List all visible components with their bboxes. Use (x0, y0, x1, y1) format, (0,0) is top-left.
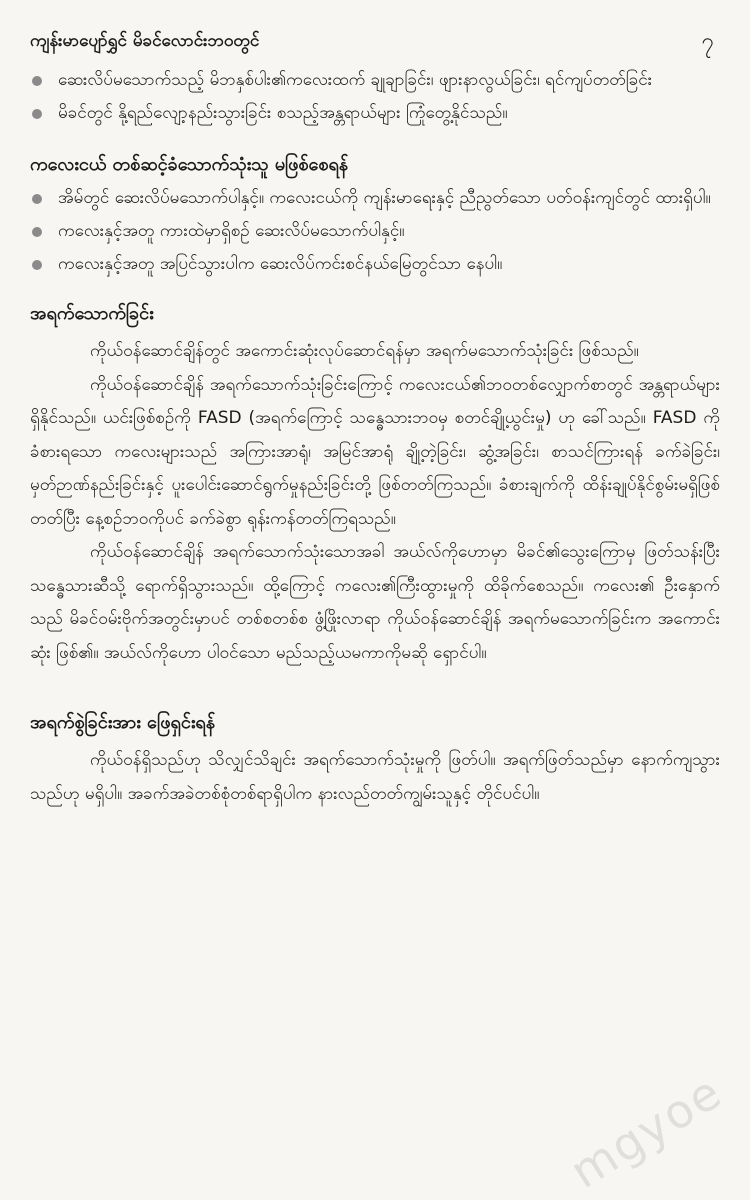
bullet-dot-icon (32, 109, 42, 119)
secondhand-bullet-list (30, 182, 720, 281)
bullet-text: ဆေးလိပ်မသောက်သည့် မိဘနှစ်ပါး၏ကလေးထက် ချုချာခြင်း၊ ဖျားနာလွယ်ခြင်း၊ ရင်ကျပ်တတ်ခြင်း (58, 70, 653, 90)
bullet-dot-icon (32, 76, 42, 86)
bullet-text: အိမ်တွင် ဆေးလိပ်မသောက်ပါနှင့်။ ကလေးငယ်ကို ကျန်းမာရေးနှင့် ညီညွတ်သော ပတ်ဝန်းကျင်တွင် ထားရှိပါ။ (58, 188, 711, 208)
bullet-text: ကလေးနှင့်အတူ အပြင်သွားပါက ဆေးလိပ်ကင်းစင်နယ်မြေတွင်သာ နေပါ။ (58, 254, 503, 274)
running-header (30, 24, 720, 64)
bullet-item (30, 248, 720, 281)
section-heading-alcohol: အရက်သောက်ခြင်း (30, 303, 154, 324)
page-number: ၇ (701, 29, 714, 54)
section-heading-addiction: အရက်စွဲခြင်းအား ဖြေရှင်းရန် (30, 712, 216, 733)
bullet-text: ကလေးနှင့်အတူ ကားထဲမှာရှိစဉ် ဆေးလိပ်မသောက်ပါနှင့်။ (58, 221, 405, 241)
bullet-item (30, 97, 720, 130)
body-paragraph: ကိုယ်ဝန်ရှိသည်ဟု သိလျှင်သိချင်း အရက်သောက်သုံးမှုကို ဖြတ်ပါ။ အရက်ဖြတ်သည်မှာ နောက်ကျသွားသည်ဟု မရှိပါ။ အခက်အခဲတစ်စုံတစ်ရာရှိပါက နားလည်တတ်ကျွမ်းသူနှင့် တိုင်ပင်ပါ။ (30, 750, 720, 804)
running-title: ကျန်းမာပျော်ရွှင် မိခင်လောင်းဘဝတွင် (30, 31, 260, 51)
intro-bullet-list (30, 64, 720, 130)
bullet-item (30, 215, 720, 248)
body-paragraph: ကိုယ်ဝန်ဆောင်ချိန် အရက်သောက်သုံးခြင်းကြောင့် ကလေးငယ်၏ဘဝတစ်လျှောက်စာတွင် အန္တရာယ်များ ရှိနိုင်သည်။ ယင်းဖြစ်စဉ်ကို FASD (အရက်ကြောင့် သန္ဓေသားဘဝမှ စတင်ချို့ယွင်းမှု) ဟု ခေါ်သည်။ FASD ကို ခံစားရသော ကလေးများသည် အကြားအာရုံ၊ အမြင်အာရုံ ချို့တဲ့ခြင်း၊ ဆွံ့အခြင်း၊ စာသင်ကြားရန် ခက်ခဲခြင်း၊ မှတ်ဉာဏ်နည်းခြင်းနှင့် ပူးပေါင်းဆောင်ရွက်မှုနည်းခြင်းတို့ ဖြစ်တတ်ကြသည်။ ခံစားချက်ကို ထိန်းချုပ်နိုင်စွမ်းမရှိဖြစ်တတ်ပြီး နေ့စဉ်ဘဝကိုပင် ခက်ခဲစွာ ရုန်းကန်တတ်ကြရသည်။ (30, 374, 720, 529)
body-paragraph: ကိုယ်ဝန်ဆောင်ချိန်တွင် အကောင်းဆုံးလုပ်ဆောင်ရန်မှာ အရက်မသောက်သုံးခြင်း ဖြစ်သည်။ (90, 341, 639, 361)
bullet-dot-icon (32, 227, 42, 237)
body-paragraph: ကိုယ်ဝန်ဆောင်ချိန် အရက်သောက်သုံးသောအခါ အယ်လ်ကိုဟောမှာ မိခင်၏သွေးကြောမှ ဖြတ်သန်းပြီး သန္ဓေသားဆီသို့ ရောက်ရှိသွားသည်။ ထို့ကြောင့် ကလေး၏ကြီးထွားမှုကို ထိခိုက်စေသည်။ ကလေး၏ ဦးနှောက်သည် မိခင်ဝမ်းဗိုက်အတွင်းမှာပင် တစ်စတစ်စ ဖွံ့ဖြိုးလာရာ ကိုယ်ဝန်ဆောင်ချိန် အရက်မသောက်ခြင်းက အကောင်းဆုံး ဖြစ်၏။ အယ်လ်ကိုဟော ပါဝင်သော မည်သည့်ယမကာကိုမဆို ရှောင်ပါ။ (30, 542, 720, 663)
bullet-dot-icon (32, 194, 42, 204)
bullet-item (30, 182, 720, 215)
bullet-text: မိခင်တွင် နို့ရည်လျော့နည်းသွားခြင်း စသည့်အန္တရာယ်များ ကြုံတွေ့နိုင်သည်။ (58, 103, 508, 123)
watermark: mgyoe (561, 1064, 732, 1199)
bullet-dot-icon (32, 260, 42, 270)
bullet-item (30, 64, 720, 97)
section-heading-secondhand: ကလေးငယ် တစ်ဆင့်ခံသောက်သုံးသူ မဖြစ်စေရန် (30, 154, 349, 175)
